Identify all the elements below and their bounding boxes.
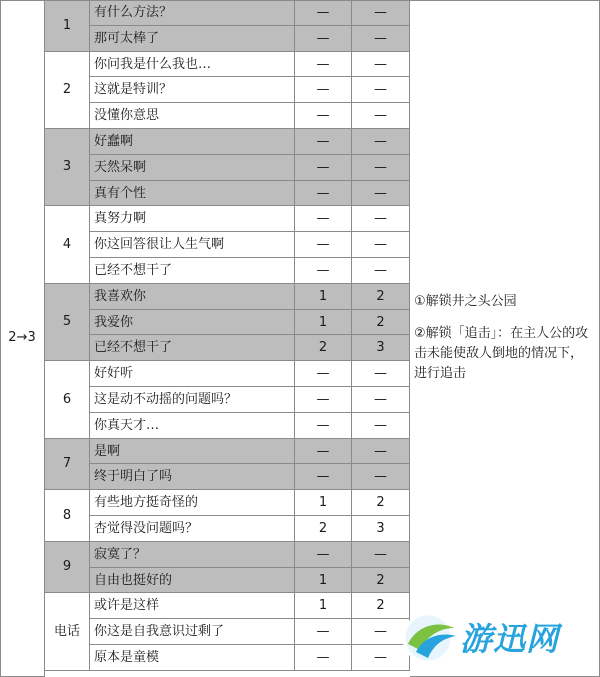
group-label-cell: [45, 0, 90, 52]
value-a: —: [295, 206, 352, 232]
note-line-1: ①解锁井之头公园: [414, 294, 517, 309]
group-label: 9: [62, 559, 72, 574]
value-a: —: [295, 619, 352, 645]
value-b: —: [352, 413, 410, 439]
option-text: 好蠢啊: [90, 129, 295, 155]
value-b: —: [352, 26, 410, 52]
value-a: 2: [295, 516, 352, 542]
value-a: 1: [295, 310, 352, 335]
value-a: —: [295, 26, 352, 52]
group-label-cell: [45, 284, 90, 361]
group-label-cell: [45, 439, 90, 490]
value-b: —: [352, 206, 410, 232]
value-b: —: [352, 232, 410, 258]
value-b: —: [352, 439, 410, 464]
option-text: 那可太棒了: [90, 26, 295, 52]
value-b: 2: [352, 310, 410, 335]
option-text: 真有个性: [90, 181, 295, 206]
option-text: 没懂你意思: [90, 103, 295, 129]
value-a: —: [295, 181, 352, 206]
option-text: 你这回答很让人生气啊: [90, 232, 295, 258]
option-text: 原本是童模: [90, 645, 295, 671]
value-a: 1: [295, 593, 352, 619]
value-a: —: [295, 542, 352, 568]
value-a: —: [295, 77, 352, 103]
group-label: 2: [62, 82, 72, 97]
watermark-text: 游迅网: [460, 620, 560, 658]
group-label-cell: [45, 206, 90, 284]
value-b: 2: [352, 490, 410, 516]
value-b: 3: [352, 335, 410, 361]
group-label: 8: [62, 507, 72, 523]
option-text: 这是动不动摇的问题吗？: [90, 387, 295, 413]
value-b: —: [352, 77, 410, 103]
option-text: 天然呆啊: [90, 155, 295, 181]
value-a: —: [295, 645, 352, 671]
stage-cell: [0, 0, 45, 677]
value-a: —: [295, 155, 352, 181]
value-b: —: [352, 361, 410, 387]
group-label-cell: [45, 52, 90, 129]
value-b: 2: [352, 568, 410, 593]
option-text: 有些地方挺奇怪的: [90, 490, 295, 516]
value-b: 2: [352, 593, 410, 619]
group-label-cell: [45, 593, 90, 671]
value-a: —: [295, 413, 352, 439]
value-a: —: [295, 258, 352, 284]
value-b: —: [352, 464, 410, 490]
value-b: —: [352, 103, 410, 129]
option-text: 你真天才…: [90, 413, 295, 439]
group-label: 1: [62, 17, 72, 33]
note-cell: [410, 0, 600, 677]
option-text: 我喜欢你: [90, 284, 295, 310]
value-a: —: [295, 464, 352, 490]
value-a: 1: [295, 490, 352, 516]
option-text: 自由也挺好的: [90, 568, 295, 593]
group-label-cell: [45, 361, 90, 439]
value-b: —: [352, 258, 410, 284]
option-text: 终于明白了吗: [90, 464, 295, 490]
stage-label: 2→3: [8, 330, 36, 345]
option-text: 我爱你: [90, 310, 295, 335]
option-text: 已经不想干了: [90, 258, 295, 284]
value-a: —: [295, 387, 352, 413]
value-b: 3: [352, 516, 410, 542]
group-label-cell: [45, 542, 90, 593]
value-b: —: [352, 181, 410, 206]
option-text: 这就是特训？: [90, 77, 295, 103]
group-label: 3: [62, 159, 72, 174]
watermark-logo-icon: [398, 606, 462, 670]
value-a: —: [295, 103, 352, 129]
group-label: 5: [62, 314, 72, 329]
value-b: 2: [352, 284, 410, 310]
value-b: —: [352, 52, 410, 77]
value-b: —: [352, 129, 410, 155]
value-b: —: [352, 0, 410, 26]
option-text: 寂寞了？: [90, 542, 295, 568]
option-text: 你这是自我意识过剩了: [90, 619, 295, 645]
option-text: 或许是这样: [90, 593, 295, 619]
value-a: —: [295, 361, 352, 387]
value-a: 2: [295, 335, 352, 361]
group-label: 7: [62, 456, 72, 471]
group-label: 4: [62, 236, 72, 252]
option-text: 已经不想干了: [90, 335, 295, 361]
option-text: 是啊: [90, 439, 295, 464]
value-a: —: [295, 0, 352, 26]
option-text: 有什么方法？: [90, 0, 295, 26]
option-text: 杏觉得没问题吗？: [90, 516, 295, 542]
value-a: 1: [295, 284, 352, 310]
note-line-2: ②解锁「追击」：在主人公的攻击未能使敌人倒地的情况下，进行追击: [414, 326, 589, 381]
watermark: [398, 604, 598, 674]
value-a: —: [295, 439, 352, 464]
value-b: —: [352, 387, 410, 413]
value-a: —: [295, 232, 352, 258]
value-a: —: [295, 52, 352, 77]
group-label-cell: [45, 129, 90, 206]
option-text: 真努力啊: [90, 206, 295, 232]
value-b: —: [352, 619, 410, 645]
group-label: 6: [62, 391, 72, 407]
value-a: —: [295, 129, 352, 155]
value-b: —: [352, 645, 410, 671]
group-label-cell: [45, 490, 90, 542]
value-b: —: [352, 542, 410, 568]
value-b: —: [352, 155, 410, 181]
option-text: 你问我是什么我也…: [90, 52, 295, 77]
group-label: 电话: [53, 623, 80, 639]
value-a: 1: [295, 568, 352, 593]
option-text: 好好听: [90, 361, 295, 387]
